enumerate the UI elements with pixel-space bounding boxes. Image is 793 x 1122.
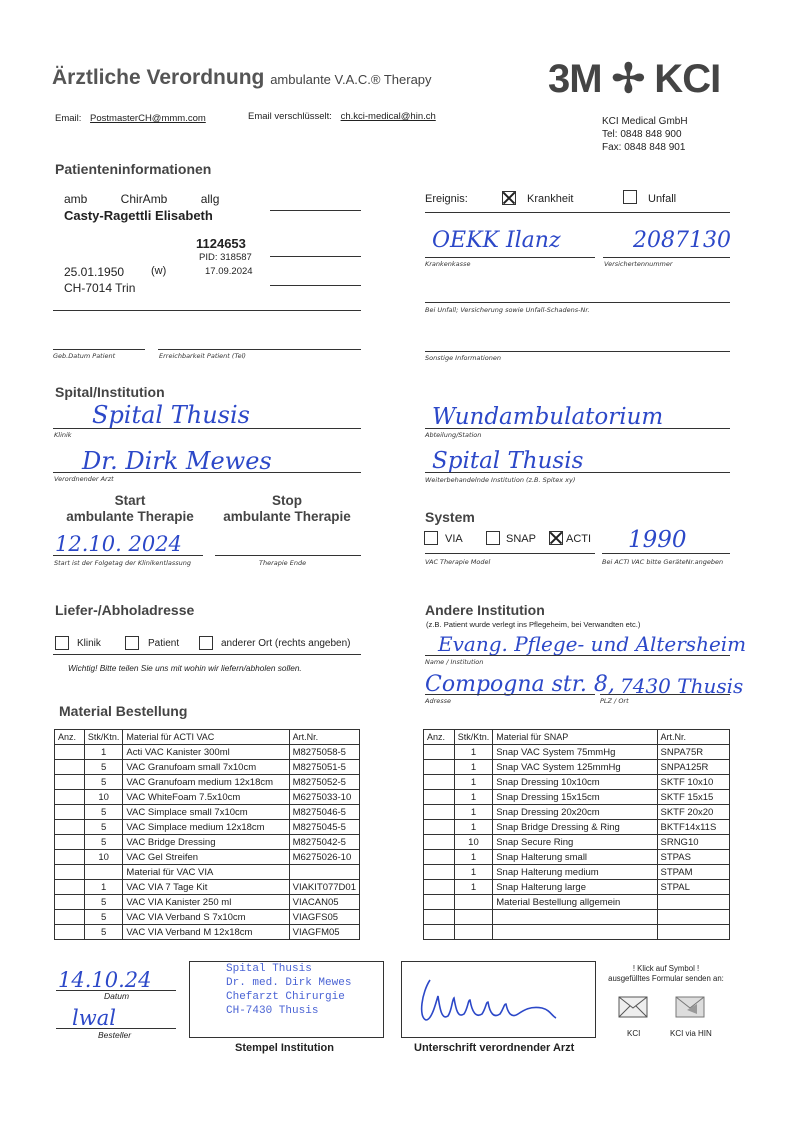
cell-material: Snap Secure Ring [493, 835, 657, 850]
cell-artnr: STPAS [657, 850, 730, 865]
doctor-value: Dr. Dirk Mewes [82, 447, 272, 475]
caption-date: Datum [104, 991, 130, 1001]
col-stk: Stk/Ktn. [454, 730, 493, 745]
other-institution-address: Compogna str. 8, [425, 672, 615, 697]
patient-sex: (w) [151, 265, 167, 277]
other-institution-name: Evang. Pflege- und Altersheim [438, 632, 747, 656]
cell-anz[interactable] [424, 790, 455, 805]
cell-stk [84, 865, 123, 880]
snap-material-table [423, 729, 730, 940]
caption-accident: Bei Unfall; Versicherung sowie Unfall-Schadens-Nr. [425, 306, 590, 314]
hospital-section-title: Spital/Institution [55, 384, 165, 400]
table-row [424, 745, 730, 760]
brand-logo: 3M ✢ KCI [548, 57, 721, 101]
send-hin-button[interactable] [675, 996, 705, 1022]
cell-material: Snap Dressing 15x15cm [493, 790, 657, 805]
click-note-line2: ausgefülltes Formular senden an: [608, 974, 724, 983]
cell-material: VAC Simplace small 7x10cm [123, 805, 289, 820]
cell-material: VAC Granufoam medium 12x18cm [123, 775, 289, 790]
caption-clinic: Klinik [54, 431, 72, 439]
cell-artnr: M6275033-10 [289, 790, 359, 805]
doctor-signature [402, 962, 595, 1037]
patient-section-title: Patienteninformationen [55, 161, 212, 177]
cell-stk: 1 [454, 850, 493, 865]
cell-material: Snap Dressing 10x10cm [493, 775, 657, 790]
caption-other-info: Sonstige Informationen [425, 354, 502, 362]
table-row [424, 805, 730, 820]
other-institution-title: Andere Institution [425, 602, 545, 618]
cell-anz[interactable] [55, 835, 85, 850]
cell-artnr: M8275042-5 [289, 835, 359, 850]
table-row [55, 775, 360, 790]
cell-stk: 1 [454, 775, 493, 790]
cell-anz[interactable] [55, 910, 85, 925]
delivery-section-title: Liefer-/Abholadresse [55, 602, 195, 618]
cell-artnr: M8275051-5 [289, 760, 359, 775]
insurer-value: OEKK Ilanz [432, 228, 561, 253]
form-title [52, 66, 432, 90]
illness-checkbox[interactable] [502, 191, 516, 205]
cell-stk: 1 [454, 880, 493, 895]
other-institution-note: (z.B. Patient wurde verlegt ins Pflegeheim, bei Verwandten etc.) [426, 620, 641, 629]
col-artnr: Art.Nr. [289, 730, 359, 745]
cell-artnr: STPAM [657, 865, 730, 880]
title-bold: Ärztliche Verordnung [52, 66, 265, 89]
cell-stk: 5 [84, 760, 123, 775]
table-row [424, 790, 730, 805]
cell-artnr: STPAL [657, 880, 730, 895]
cell-stk: 5 [84, 835, 123, 850]
col-stk: Stk/Ktn. [84, 730, 123, 745]
cell-artnr: M8275052-5 [289, 775, 359, 790]
delivery-clinic-label: Klinik [77, 638, 101, 649]
cell-anz[interactable] [424, 880, 455, 895]
event-label: Ereignis: [425, 193, 468, 205]
caption-orderer: Besteller [98, 1030, 132, 1040]
followup-value: Spital Thusis [432, 448, 584, 474]
cell-material: Snap VAC System 75mmHg [493, 745, 657, 760]
acti-checkbox[interactable] [549, 531, 563, 545]
stamp-line: Dr. med. Dirk Mewes [226, 977, 352, 989]
table-row [55, 880, 360, 895]
caption-inst-address: Adresse [425, 697, 452, 705]
cell-artnr: VIAGFM05 [289, 925, 359, 940]
caption-insurance-no: Versichertennummer [604, 260, 673, 268]
cell-stk: 10 [84, 850, 123, 865]
cell-stk: 5 [84, 805, 123, 820]
title-rest: ambulante V.A.C.® Therapy [270, 72, 432, 87]
patient-address: CH-7014 Trin [64, 281, 136, 295]
start-date-value: 12.10. 2024 [55, 532, 182, 556]
delivery-other-checkbox[interactable] [199, 636, 213, 650]
cell-stk: 1 [454, 745, 493, 760]
order-date-value: 14.10.24 [58, 968, 152, 992]
cell-stk [454, 910, 493, 925]
cell-material: Material für VAC VIA [123, 865, 289, 880]
cell-artnr: M8275045-5 [289, 820, 359, 835]
cell-stk: 1 [454, 760, 493, 775]
caption-doctor: Verordnender Arzt [54, 475, 114, 483]
cell-artnr: SNPA125R [657, 760, 730, 775]
cell-anz[interactable] [55, 850, 85, 865]
illness-label: Krankheit [527, 193, 574, 205]
table-row [424, 775, 730, 790]
stamp-line: Spital Thusis [226, 963, 312, 975]
table-row [55, 910, 360, 925]
cell-stk: 5 [84, 820, 123, 835]
table-row [55, 790, 360, 805]
cell-artnr: BKTF14x11S [657, 820, 730, 835]
envelope-hin-icon [675, 996, 705, 1018]
cell-material: VAC Simplace medium 12x18cm [123, 820, 289, 835]
click-note-line1: ! Klick auf Symbol ! [632, 964, 700, 973]
cell-material: Snap Halterung medium [493, 865, 657, 880]
stop-title [212, 493, 362, 525]
orderer-value: lwal [72, 1006, 116, 1030]
acti-material-table [54, 729, 360, 940]
cell-anz[interactable] [424, 745, 455, 760]
cell-artnr: SKTF 20x20 [657, 805, 730, 820]
cell-material: VAC WhiteFoam 7.5x10cm [123, 790, 289, 805]
cell-anz[interactable] [55, 925, 85, 940]
table-row [55, 805, 360, 820]
col-material: Material für SNAP [493, 730, 657, 745]
table-row [55, 820, 360, 835]
company-tel: Tel: 0848 848 900 [602, 129, 682, 140]
snap-checkbox[interactable] [486, 531, 500, 545]
cell-material: Snap Dressing 20x20cm [493, 805, 657, 820]
table-row [55, 925, 360, 940]
delivery-clinic-checkbox[interactable] [55, 636, 69, 650]
cell-artnr [657, 895, 730, 910]
caption-department: Abteilung/Station [425, 431, 482, 439]
cell-stk: 10 [84, 790, 123, 805]
insurance-number-value: 2087130 [633, 228, 731, 253]
start-title-line1: Start [114, 493, 146, 508]
cell-anz[interactable] [424, 910, 455, 925]
cell-stk: 1 [454, 865, 493, 880]
table-row [424, 895, 730, 910]
cell-material: Snap Halterung large [493, 880, 657, 895]
cell-artnr: VIAKIT077D01 [289, 880, 359, 895]
cell-anz[interactable] [55, 745, 85, 760]
cell-material: Material Bestellung allgemein [493, 895, 657, 910]
cell-material: VAC Gel Streifen [123, 850, 289, 865]
table-row [424, 820, 730, 835]
cell-stk: 5 [84, 910, 123, 925]
cell-artnr: SRNG10 [657, 835, 730, 850]
stamp-line: CH-7430 Thusis [226, 1005, 319, 1017]
table-row [424, 880, 730, 895]
patient-date: 17.09.2024 [205, 266, 253, 277]
send-kci-label: KCI [627, 1029, 641, 1038]
cell-stk: 10 [454, 835, 493, 850]
cell-artnr: M6275026-10 [289, 850, 359, 865]
cell-stk: 5 [84, 775, 123, 790]
company-fax: Fax: 0848 848 901 [602, 142, 686, 153]
table-row [424, 835, 730, 850]
cell-anz[interactable] [424, 805, 455, 820]
stamp-line: Chefarzt Chirurgie [226, 991, 345, 1003]
cell-material: Snap Halterung small [493, 850, 657, 865]
cell-material: VAC Granufoam small 7x10cm [123, 760, 289, 775]
delivery-patient-checkbox[interactable] [125, 636, 139, 650]
table-row [55, 760, 360, 775]
cell-stk: 1 [454, 790, 493, 805]
cell-artnr: SKTF 15x15 [657, 790, 730, 805]
caption-reach: Erreichbarkeit Patient (Tel) [159, 352, 246, 360]
cell-material: VAC Bridge Dressing [123, 835, 289, 850]
stop-title-line1: Stop [272, 493, 302, 508]
stop-title-line2: ambulante Therapie [223, 509, 351, 524]
stamp-box [189, 961, 384, 1038]
cell-artnr: VIAGFS05 [289, 910, 359, 925]
cell-anz[interactable] [424, 835, 455, 850]
cell-artnr [657, 910, 730, 925]
email-link[interactable]: PostmasterCH@mmm.com [90, 113, 206, 124]
cell-anz[interactable] [424, 820, 455, 835]
caption-start: Start ist der Folgetag der Klinikentlassung [54, 559, 192, 567]
cell-anz[interactable] [424, 925, 455, 940]
cell-anz[interactable] [55, 820, 85, 835]
company-block [602, 115, 688, 154]
cell-anz[interactable] [424, 895, 455, 910]
caption-end: Therapie Ende [259, 559, 307, 567]
cell-artnr [657, 925, 730, 940]
table-row [55, 850, 360, 865]
patient-pid: PID: 318587 [199, 252, 252, 263]
cell-material: VAC VIA Verband M 12x18cm [123, 925, 289, 940]
col-anz: Anz. [424, 730, 455, 745]
table-row [424, 850, 730, 865]
material-section-title: Material Bestellung [59, 703, 188, 719]
email-enc-link[interactable]: ch.kci-medical@hin.ch [340, 111, 436, 122]
other-institution-zip-city: 7430 Thusis [620, 674, 744, 698]
caption-device: Bei ACTI VAC bitte GeräteNr.angeben [602, 558, 724, 566]
table-row [424, 760, 730, 775]
caption-insurer: Krankenkasse [425, 260, 471, 268]
table-row [424, 910, 730, 925]
cell-anz[interactable] [55, 775, 85, 790]
clinic-value: Spital Thusis [92, 401, 250, 429]
caption-followup: Weiterbehandelnde Institution (z.B. Spitex xy) [425, 476, 576, 484]
table-row [424, 925, 730, 940]
cell-stk: 5 [84, 895, 123, 910]
email-enc-label: Email verschlüsselt: [248, 111, 332, 122]
send-kci-button[interactable] [618, 996, 648, 1022]
signature-box [401, 961, 596, 1038]
cell-anz[interactable] [55, 790, 85, 805]
snap-label: SNAP [506, 533, 536, 545]
email-row [55, 113, 206, 124]
via-label: VIA [445, 533, 463, 545]
envelope-icon [618, 996, 648, 1018]
cell-anz[interactable] [424, 865, 455, 880]
patient-name: Casty-Ragettli Elisabeth [64, 208, 213, 223]
cell-artnr: SKTF 10x10 [657, 775, 730, 790]
institution-stamp [226, 962, 351, 1018]
start-title-line2: ambulante Therapie [66, 509, 194, 524]
cell-artnr: M8275058-5 [289, 745, 359, 760]
caption-inst-zip: PLZ / Ort [600, 697, 629, 705]
table-row [55, 865, 360, 880]
company-name: KCI Medical GmbH [602, 116, 688, 127]
department-value: Wundambulatorium [432, 404, 664, 430]
col-material: Material für ACTI VAC [123, 730, 289, 745]
table-row [424, 865, 730, 880]
caption-stamp: Stempel Institution [235, 1042, 334, 1054]
cell-anz[interactable] [424, 775, 455, 790]
col-anz: Anz. [55, 730, 85, 745]
email-enc-row [248, 111, 436, 122]
table-row [55, 895, 360, 910]
cell-stk: 1 [84, 880, 123, 895]
patient-birth: 25.01.1950 [64, 265, 125, 279]
col-artnr: Art.Nr. [657, 730, 730, 745]
cell-anz[interactable] [55, 865, 85, 880]
via-checkbox[interactable] [424, 531, 438, 545]
cell-artnr [289, 865, 359, 880]
device-number-value: 1990 [628, 527, 687, 553]
cell-material: VAC VIA Kanister 250 ml [123, 895, 289, 910]
accident-label: Unfall [648, 193, 677, 205]
table-row [55, 835, 360, 850]
cell-material: VAC VIA 7 Tage Kit [123, 880, 289, 895]
caption-birth: Geb.Datum Patient [53, 352, 116, 360]
delivery-patient-label: Patient [148, 638, 180, 649]
cell-stk: 1 [454, 805, 493, 820]
accident-checkbox[interactable] [623, 190, 637, 204]
cell-artnr: VIACAN05 [289, 895, 359, 910]
cell-anz[interactable] [55, 895, 85, 910]
cell-stk [454, 925, 493, 940]
email-label: Email: [55, 113, 82, 124]
cell-material [493, 910, 657, 925]
cell-artnr: SNPA75R [657, 745, 730, 760]
cell-material: Snap Bridge Dressing & Ring [493, 820, 657, 835]
cell-stk: 1 [454, 820, 493, 835]
cell-material [493, 925, 657, 940]
cell-material: VAC VIA Verband S 7x10cm [123, 910, 289, 925]
cell-anz[interactable] [424, 850, 455, 865]
cell-anz[interactable] [55, 805, 85, 820]
table-row [55, 745, 360, 760]
cell-anz[interactable] [55, 760, 85, 775]
patient-label-line: amb ChirAmb allg [64, 192, 220, 206]
cell-stk [454, 895, 493, 910]
send-hin-label: KCI via HIN [670, 1029, 712, 1038]
cell-anz[interactable] [424, 760, 455, 775]
cell-artnr: M8275046-5 [289, 805, 359, 820]
caption-model: VAC Therapie Model [425, 558, 491, 566]
cell-stk: 1 [84, 745, 123, 760]
click-note [600, 964, 732, 984]
delivery-other-label: anderer Ort (rechts angeben) [221, 638, 351, 649]
start-title [55, 493, 205, 525]
caption-signature: Unterschrift verordnender Arzt [414, 1042, 575, 1054]
delivery-note: Wichtig! Bitte teilen Sie uns mit wohin wir liefern/abholen sollen. [68, 663, 302, 673]
acti-label: ACTI [566, 533, 592, 545]
patient-number: 1124653 [196, 236, 246, 251]
cell-material: Acti VAC Kanister 300ml [123, 745, 289, 760]
system-section-title: System [425, 509, 475, 525]
caption-inst-name: Name / Institution [425, 658, 484, 666]
cell-anz[interactable] [55, 880, 85, 895]
cell-stk: 5 [84, 925, 123, 940]
cell-material: Snap VAC System 125mmHg [493, 760, 657, 775]
